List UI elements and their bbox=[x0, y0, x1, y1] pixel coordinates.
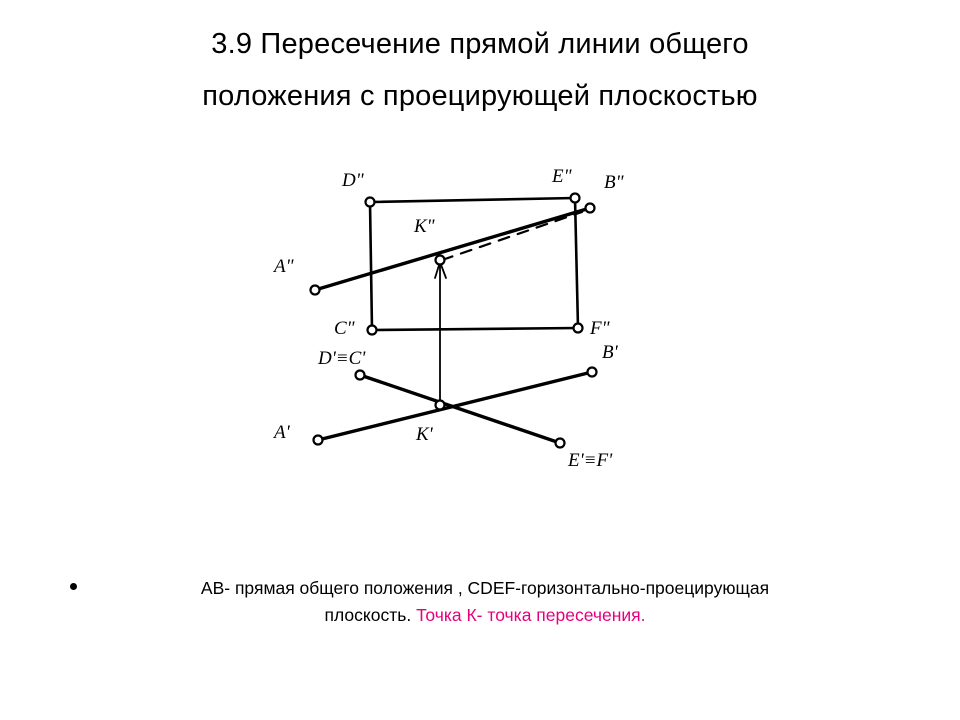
segment-c2-f2 bbox=[372, 328, 578, 330]
label-f2: F" bbox=[590, 318, 610, 339]
label-d2: D" bbox=[342, 170, 364, 191]
title-line-1: 3.9 Пересечение прямой линии общего bbox=[211, 28, 749, 60]
point-b1 bbox=[588, 368, 597, 377]
segment-d2-c2 bbox=[370, 202, 372, 330]
label-dc1: D'≡C' bbox=[318, 348, 366, 369]
point-k1 bbox=[436, 401, 445, 410]
segment-d2-e2 bbox=[370, 198, 575, 202]
geometry-figure bbox=[230, 150, 730, 490]
point-k2 bbox=[436, 256, 445, 265]
caption-line-1: AB- прямая общего положения , CDEF-горизонтально-проецирующая bbox=[200, 578, 770, 598]
segment-a2-b2 bbox=[315, 208, 590, 290]
point-dc1 bbox=[356, 371, 365, 380]
dashed-ray-k2-b2 bbox=[442, 212, 582, 260]
label-k2: K" bbox=[414, 216, 435, 237]
label-a2: A" bbox=[274, 256, 294, 277]
label-e2: E" bbox=[552, 166, 572, 187]
point-e2 bbox=[571, 194, 580, 203]
segment-e2-f2 bbox=[575, 198, 578, 328]
label-ef1: E'≡F' bbox=[568, 450, 613, 471]
point-d2 bbox=[366, 198, 375, 207]
title-line-2: положения с проецирующей плоскостью bbox=[202, 80, 758, 112]
segment-a1-b1 bbox=[318, 372, 592, 440]
trace-h-plane bbox=[360, 375, 560, 443]
point-a2 bbox=[311, 286, 320, 295]
figure-drawing bbox=[230, 150, 730, 490]
caption-text bbox=[70, 575, 900, 629]
point-b2 bbox=[586, 204, 595, 213]
point-ef1 bbox=[556, 439, 565, 448]
label-c2: C" bbox=[334, 318, 355, 339]
point-f2 bbox=[574, 324, 583, 333]
point-c2 bbox=[368, 326, 377, 335]
caption-line-2 bbox=[70, 602, 900, 629]
point-a1 bbox=[314, 436, 323, 445]
page-title bbox=[0, 18, 960, 122]
label-b1: B' bbox=[602, 342, 618, 363]
caption-line-2-accent: Точка К- точка пересечения. bbox=[416, 605, 646, 625]
label-b2: B" bbox=[604, 172, 624, 193]
label-a1: A' bbox=[274, 422, 290, 443]
caption-line-2-plain: плоскость. bbox=[324, 605, 417, 625]
label-k1: K' bbox=[416, 424, 433, 445]
